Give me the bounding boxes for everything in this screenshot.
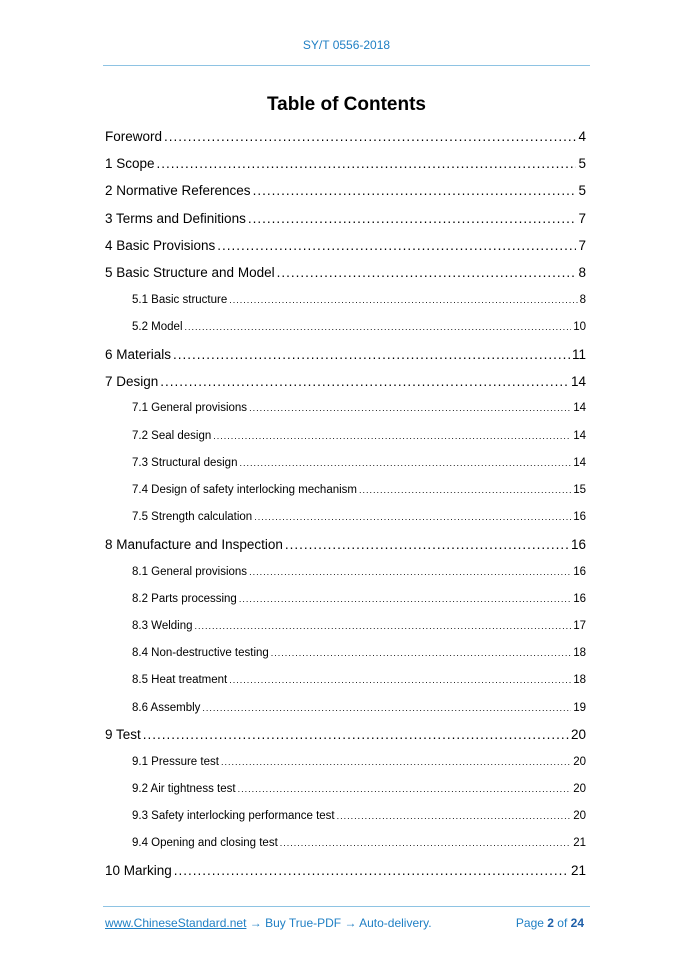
toc-entry[interactable]: [105, 232, 586, 259]
toc-entry-label: 5.1 Basic structure: [132, 293, 228, 306]
toc-entry-label: 8.1 General provisions: [132, 565, 248, 578]
toc-entry[interactable]: [105, 857, 586, 884]
toc-entry-page: 20: [573, 810, 586, 823]
toc-entry[interactable]: [105, 341, 586, 368]
dot-leader: [280, 838, 571, 848]
dot-leader: [195, 621, 572, 631]
toc-entry[interactable]: [105, 504, 586, 531]
dot-leader: [249, 567, 571, 577]
toc-entry-page: 20: [570, 727, 586, 743]
toc-entry[interactable]: [105, 286, 586, 313]
dot-leader: [359, 485, 571, 495]
dot-leader: [238, 784, 572, 794]
toc-entry[interactable]: [105, 123, 586, 150]
toc-entry[interactable]: [105, 640, 586, 667]
page-prefix: Page: [515, 916, 548, 930]
toc-entry-label: 3 Terms and Definitions: [105, 210, 246, 226]
toc-entry[interactable]: [105, 368, 586, 395]
toc-entry-page: 8: [578, 265, 586, 281]
toc-entry[interactable]: [105, 803, 586, 830]
toc-entry-label: 9.4 Opening and closing test: [132, 837, 278, 850]
dot-leader: [213, 431, 571, 441]
toc-entry-label: 7.3 Structural design: [132, 456, 238, 469]
page-footer: [105, 916, 586, 930]
toc-entry-label: 8 Manufacture and Inspection: [105, 536, 283, 552]
toc-entry[interactable]: [105, 177, 586, 204]
toc-entry[interactable]: [105, 667, 586, 694]
dot-leader: [185, 322, 572, 332]
page-total: 24: [570, 916, 584, 930]
dot-leader: [160, 374, 569, 389]
toc-entry-label: 5 Basic Structure and Model: [105, 265, 275, 281]
toc-entry-label: 4 Basic Provisions: [105, 237, 216, 253]
toc-entry-label: 7 Design: [105, 373, 159, 389]
toc-entry[interactable]: [105, 531, 586, 558]
toc-entry-label: 5.2 Model: [132, 320, 183, 333]
toc-entry-label: 7.4 Design of safety interlocking mechanism: [132, 484, 357, 497]
toc-entry-page: 20: [573, 755, 586, 768]
promo-text: → Buy True-PDF → Auto-delivery.: [246, 916, 432, 930]
header-divider: [103, 65, 590, 66]
dot-leader: [277, 265, 577, 280]
toc-entry-page: 17: [573, 619, 586, 632]
toc-entry[interactable]: [105, 422, 586, 449]
toc-entry-label: 9.2 Air tightness test: [132, 783, 236, 796]
toc-entry-label: 9.3 Safety interlocking performance test: [132, 810, 335, 823]
toc-entry[interactable]: [105, 150, 586, 177]
dot-leader: [249, 403, 571, 413]
toc-entry-page: 14: [573, 402, 586, 415]
toc-entry-label: 1 Scope: [105, 156, 155, 172]
toc-entry[interactable]: [105, 776, 586, 803]
dot-leader: [337, 811, 572, 821]
dot-leader: [239, 458, 571, 468]
toc-entry-label: 2 Normative References: [105, 183, 251, 199]
toc-entry-page: 14: [573, 456, 586, 469]
toc-entry[interactable]: [105, 259, 586, 286]
page-title: Table of Contents: [266, 94, 427, 115]
toc-entry-label: 7.2 Seal design: [132, 429, 212, 442]
dot-leader: [253, 183, 577, 198]
toc-entry-label: 8.2 Parts processing: [132, 592, 237, 605]
dot-leader: [229, 295, 577, 305]
document-code-header: SY/T 0556-2018: [302, 38, 391, 52]
toc-entry-page: 11: [571, 346, 586, 362]
toc-entry-page: 18: [573, 647, 586, 660]
dot-leader: [254, 512, 571, 522]
toc-entry-page: 18: [573, 674, 586, 687]
toc-entry-label: 9.1 Pressure test: [132, 755, 219, 768]
dot-leader: [229, 675, 571, 685]
toc-entry-label: 10 Marking: [105, 863, 172, 879]
dot-leader: [285, 537, 569, 552]
dot-leader: [221, 757, 571, 767]
dot-leader: [143, 727, 569, 742]
toc-entry[interactable]: [105, 694, 586, 721]
toc-entry-page: 21: [570, 863, 586, 879]
page-indicator: [516, 916, 584, 930]
toc-entry-page: 20: [573, 783, 586, 796]
toc-entry-page: 10: [573, 320, 586, 333]
toc-entry-page: 14: [570, 373, 586, 389]
toc-entry-page: 15: [573, 484, 586, 497]
dot-leader: [173, 347, 570, 362]
toc-entry-label: 8.3 Welding: [132, 619, 193, 632]
toc-entry-label: 6 Materials: [105, 346, 172, 362]
toc-entry[interactable]: [105, 313, 586, 340]
footer-divider: [103, 906, 590, 907]
toc-entry-label: 8.6 Assembly: [132, 701, 201, 714]
toc-entry[interactable]: [105, 830, 586, 857]
toc-entry-page: 16: [570, 536, 586, 552]
dot-leader: [239, 594, 571, 604]
page-of: of: [553, 916, 571, 930]
toc-entry-page: 19: [573, 701, 586, 714]
page-current: 2: [547, 916, 554, 930]
dot-leader: [248, 211, 577, 226]
dot-leader: [157, 156, 577, 171]
toc-entry-page: 5: [578, 156, 586, 172]
toc-entry-page: 16: [573, 511, 586, 524]
toc-entry[interactable]: [105, 612, 586, 639]
table-of-contents: [105, 123, 586, 884]
toc-entry-label: 7.5 Strength calculation: [132, 511, 253, 524]
toc-entry-page: 8: [579, 293, 586, 306]
toc-entry[interactable]: [105, 449, 586, 476]
toc-entry-page: 5: [578, 183, 586, 199]
toc-entry[interactable]: [105, 721, 586, 748]
toc-entry[interactable]: [105, 395, 586, 422]
toc-entry-page: 7: [578, 210, 586, 226]
dot-leader: [174, 863, 569, 878]
dot-leader: [271, 648, 571, 658]
toc-entry-page: 16: [573, 565, 586, 578]
toc-entry[interactable]: [105, 558, 586, 585]
toc-entry-page: 4: [578, 129, 586, 145]
toc-entry-page: 7: [578, 237, 586, 253]
website-link[interactable]: www.ChineseStandard.net: [105, 916, 247, 930]
toc-entry-label: 7.1 General provisions: [132, 402, 248, 415]
dot-leader: [202, 703, 571, 713]
dot-leader: [164, 129, 576, 144]
toc-entry[interactable]: [105, 476, 586, 503]
toc-entry[interactable]: [105, 205, 586, 232]
dot-leader: [217, 238, 576, 253]
toc-entry-label: 8.5 Heat treatment: [132, 674, 228, 687]
toc-entry-page: 21: [573, 837, 586, 850]
toc-entry-page: 14: [573, 429, 586, 442]
toc-entry-label: Foreword: [105, 129, 163, 145]
toc-entry-page: 16: [573, 592, 586, 605]
toc-entry-label: 8.4 Non-destructive testing: [132, 647, 269, 660]
toc-entry[interactable]: [105, 585, 586, 612]
toc-entry-label: 9 Test: [105, 727, 141, 743]
toc-entry[interactable]: [105, 748, 586, 775]
